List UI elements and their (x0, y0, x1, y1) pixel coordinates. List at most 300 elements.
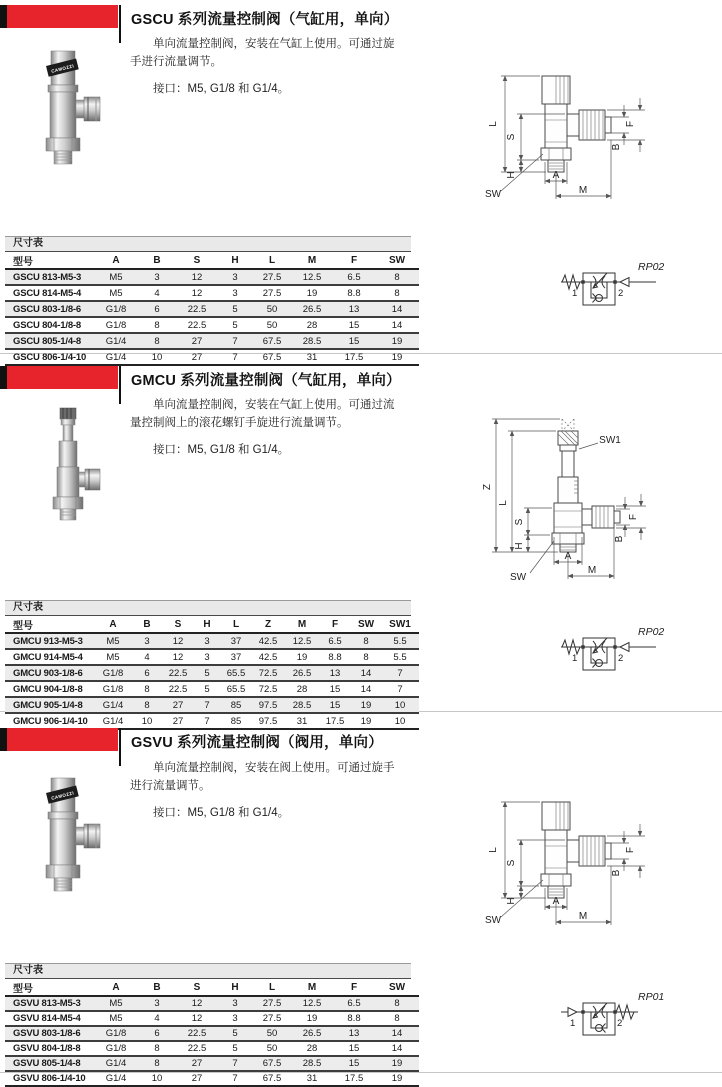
model-cell: GMCU 913-M5-3 (13, 635, 83, 647)
value-cell: 3 (232, 287, 238, 299)
column-header: S (163, 616, 193, 633)
dimension-table-host (5, 979, 411, 1087)
value-cell: 3 (232, 271, 238, 283)
value-cell: 5.5 (393, 635, 407, 647)
svg-text:SW1: SW1 (599, 435, 621, 446)
svg-text:B: B (614, 535, 625, 543)
column-header: SW (351, 616, 381, 633)
value-cell: 22.5 (187, 1043, 207, 1054)
table-row (5, 349, 419, 365)
column-header: L (253, 979, 291, 996)
value-cell: 97.5 (258, 699, 278, 711)
dimension-drawing-gscu (483, 62, 648, 207)
column-header: H (193, 616, 221, 633)
value-cell: 85 (230, 715, 242, 727)
section-title-gmcu: GMCU 系列流量控制阀（气缸用，单向） (131, 373, 401, 389)
value-cell: 3 (204, 651, 210, 663)
svg-text:Z: Z (482, 483, 493, 491)
value-cell: 12 (191, 287, 203, 299)
table-row (5, 1026, 419, 1041)
value-cell: 12.5 (302, 998, 322, 1009)
svg-text:M: M (578, 911, 588, 922)
value-cell: 6 (154, 303, 160, 315)
ports-line: 接口：M5, G1/8 和 G1/4。 (153, 83, 290, 95)
value-cell: 6.5 (328, 635, 342, 647)
value-cell: 17.5 (325, 715, 345, 727)
header-divider-line (119, 366, 121, 404)
value-cell: 12.5 (292, 635, 312, 647)
value-cell: 14 (391, 1043, 403, 1054)
column-header: S (177, 979, 217, 996)
value-cell: G1/8 (105, 303, 127, 315)
value-cell: 65.5 (226, 683, 246, 695)
header-accent-red (7, 5, 118, 28)
header-divider-line (119, 5, 121, 43)
svg-text:1: 1 (572, 653, 578, 664)
table-row (5, 269, 419, 285)
value-cell: 19 (391, 335, 403, 347)
value-cell: M5 (109, 287, 123, 299)
section-description: 单向流量控制阀，安装在气缸上使用。可通过流量控制阀上的滚花螺钉手旋进行流量调节。 (130, 399, 395, 429)
value-cell: 28 (296, 683, 308, 695)
table-row (5, 1041, 419, 1056)
table-row (5, 285, 419, 301)
value-cell: 7 (204, 699, 210, 711)
value-cell: 8 (144, 683, 150, 695)
svg-text:F: F (628, 513, 639, 521)
value-cell: 22.5 (187, 319, 207, 331)
ports-line: 接口：M5, G1/8 和 G1/4。 (153, 444, 290, 456)
pneumatic-symbol-rp02 (558, 255, 703, 315)
value-cell: 37 (230, 635, 242, 647)
value-cell: 3 (154, 998, 160, 1009)
value-cell: 50 (266, 1043, 278, 1054)
pneumatic-symbol-rp02 (558, 620, 703, 680)
product-photo-gmcu (32, 406, 107, 526)
svg-text:S: S (514, 518, 525, 526)
pneumatic-symbol-rp01 (558, 985, 703, 1045)
value-cell: 8 (154, 1058, 160, 1069)
column-header: 型号 (5, 252, 95, 269)
value-cell: 22.5 (168, 667, 188, 679)
table-row (5, 333, 419, 349)
value-cell: M5 (109, 271, 123, 283)
value-cell: 19 (360, 715, 372, 727)
value-cell: 4 (154, 1013, 160, 1024)
value-cell: 27 (191, 335, 203, 347)
value-cell: 5 (232, 319, 238, 331)
value-cell: 27.5 (262, 998, 282, 1009)
value-cell: 8 (154, 335, 160, 347)
value-cell: 12 (191, 998, 203, 1009)
value-cell: M5 (106, 635, 120, 647)
table-caption: 尺寸表 (5, 963, 411, 979)
table-row (5, 1056, 419, 1071)
column-header: A (95, 252, 137, 269)
svg-text:L: L (488, 121, 499, 127)
value-cell: 7 (232, 351, 238, 363)
value-cell: 28 (306, 1043, 318, 1054)
value-cell: 5 (204, 683, 210, 695)
value-cell: 22.5 (187, 303, 207, 315)
svg-text:1: 1 (572, 288, 578, 299)
svg-text:S: S (506, 133, 517, 141)
value-cell: G1/8 (105, 319, 127, 331)
svg-text:SW: SW (484, 915, 502, 926)
table-row (5, 713, 419, 729)
svg-text:A: A (552, 170, 560, 181)
valve-outline (541, 802, 611, 898)
value-cell: 3 (144, 635, 150, 647)
column-header: SW (375, 252, 419, 269)
column-header: 型号 (5, 979, 95, 996)
value-cell: 19 (391, 351, 403, 363)
value-cell: 27.5 (262, 271, 282, 283)
value-cell: 5 (204, 667, 210, 679)
value-cell: 8 (363, 635, 369, 647)
table-row (5, 1071, 419, 1086)
model-cell: GSVU 806-1/4-10 (13, 1073, 86, 1084)
column-header: M (291, 252, 333, 269)
value-cell: 28.5 (292, 699, 312, 711)
value-cell: 19 (306, 287, 318, 299)
column-header: L (253, 252, 291, 269)
table-row (5, 649, 419, 665)
value-cell: 15 (348, 1058, 360, 1069)
value-cell: 19 (391, 1058, 403, 1069)
value-cell: 50 (266, 1028, 278, 1039)
value-cell: 10 (151, 351, 163, 363)
check-valve-glyph (620, 278, 629, 287)
header-divider-line (119, 728, 121, 766)
value-cell: 12 (172, 651, 184, 663)
value-cell: 8 (154, 1043, 160, 1054)
check-valve-glyph (568, 1008, 577, 1017)
model-cell: GMCU 904-1/8-8 (13, 683, 83, 695)
value-cell: 31 (296, 715, 308, 727)
value-cell: 17.5 (344, 1073, 364, 1084)
svg-text:CAMOZZI: CAMOZZI (50, 790, 75, 801)
svg-text:F: F (625, 120, 636, 128)
value-cell: 6.5 (347, 998, 361, 1009)
value-cell: 72.5 (258, 683, 278, 695)
section-description: 单向流量控制阀，安装在气缸上使用。可通过旋手进行流量调节。 (130, 38, 395, 68)
screw-travel-dashes (562, 419, 574, 431)
value-cell: 50 (266, 303, 278, 315)
column-header: F (333, 979, 375, 996)
value-cell: 50 (266, 319, 278, 331)
table-row (5, 633, 419, 649)
value-cell: 7 (204, 715, 210, 727)
model-cell: GSVU 804-1/8-8 (13, 1043, 81, 1054)
svg-text:SW: SW (509, 572, 527, 583)
table-header-row (5, 979, 419, 996)
value-cell: 5 (232, 303, 238, 315)
table-row (5, 317, 419, 333)
valve-outline (541, 76, 611, 172)
model-cell: GSCU 806-1/4-10 (13, 351, 87, 363)
product-photo-gsvu (27, 775, 107, 905)
value-cell: 42.5 (258, 635, 278, 647)
value-cell: 15 (348, 335, 360, 347)
value-cell: 8.8 (328, 651, 342, 663)
model-cell: GSVU 805-1/4-8 (13, 1058, 81, 1069)
value-cell: 10 (141, 715, 153, 727)
dimension-lines (501, 802, 645, 925)
column-header: A (95, 616, 131, 633)
value-cell: 10 (151, 1073, 163, 1084)
table-row (5, 681, 419, 697)
value-cell: 28.5 (302, 1058, 322, 1069)
value-cell: 26.5 (302, 1028, 322, 1039)
value-cell: 7 (397, 683, 403, 695)
value-cell: 13 (348, 1028, 360, 1039)
product-photo-gscu (27, 48, 107, 178)
column-header: F (319, 616, 351, 633)
ports-line: 接口：M5, G1/8 和 G1/4。 (153, 807, 290, 819)
model-cell: GSVU 814-M5-4 (13, 1013, 81, 1024)
value-cell: 8 (363, 651, 369, 663)
dimension-table-block-gsvu (5, 963, 411, 1087)
value-cell: 5 (232, 1028, 238, 1039)
dimension-table-host (5, 252, 411, 366)
section-title-gscu: GSCU 系列流量控制阀（气缸用，单向） (131, 12, 399, 28)
column-header: B (131, 616, 163, 633)
dimension-lines (501, 76, 645, 199)
value-cell: 27.5 (262, 287, 282, 299)
value-cell: 6 (144, 667, 150, 679)
svg-text:S: S (506, 859, 517, 867)
value-cell: 8 (154, 319, 160, 331)
table-caption: 尺寸表 (5, 600, 411, 616)
value-cell: 8.8 (347, 287, 361, 299)
value-cell: 3 (232, 998, 238, 1009)
header-accent-black (0, 366, 7, 389)
value-cell: M5 (109, 998, 123, 1009)
table-row (5, 697, 419, 713)
model-cell: GSCU 804-1/8-8 (13, 319, 81, 331)
value-cell: G1/4 (105, 1073, 127, 1084)
svg-text:CAMOZZI: CAMOZZI (50, 63, 75, 74)
dimension-table-host (5, 616, 411, 730)
model-cell: GSCU 805-1/4-8 (13, 335, 81, 347)
svg-text:M: M (587, 565, 597, 576)
svg-text:M: M (578, 185, 588, 196)
value-cell: 27 (172, 699, 184, 711)
value-cell: 67.5 (262, 351, 282, 363)
column-header: M (285, 616, 319, 633)
model-cell: GMCU 905-1/4-8 (13, 699, 83, 711)
svg-text:H: H (506, 897, 517, 905)
value-cell: M5 (106, 651, 120, 663)
column-header: A (95, 979, 137, 996)
model-cell: GMCU 903-1/8-6 (13, 667, 83, 679)
model-cell: GSVU 813-M5-3 (13, 998, 81, 1009)
dimension-table (5, 616, 419, 730)
svg-text:B: B (611, 869, 622, 877)
value-cell: 5.5 (393, 651, 407, 663)
table-caption: 尺寸表 (5, 236, 411, 252)
value-cell: 8 (144, 699, 150, 711)
value-cell: 17.5 (344, 351, 364, 363)
value-cell: 14 (391, 1028, 403, 1039)
value-cell: 27 (172, 715, 184, 727)
section-title-gsvu: GSVU 系列流量控制阀（阀用，单向） (131, 735, 383, 751)
value-cell: 27 (191, 1073, 203, 1084)
column-header: B (137, 252, 177, 269)
value-cell: 4 (154, 287, 160, 299)
section-description: 单向流量控制阀，安装在阀上使用。可通过旋手进行流量调节。 (130, 762, 395, 792)
value-cell: 42.5 (258, 651, 278, 663)
value-cell: 72.5 (258, 667, 278, 679)
column-header: H (217, 979, 253, 996)
table-row (5, 665, 419, 681)
value-cell: 8.8 (347, 1013, 361, 1024)
svg-text:F: F (625, 846, 636, 854)
dimension-drawing-gmcu (480, 415, 650, 587)
value-cell: M5 (109, 1013, 123, 1024)
dimension-table (5, 252, 419, 366)
table-header-row (5, 616, 419, 633)
model-cell: GSCU 813-M5-3 (13, 271, 82, 283)
value-cell: 6 (154, 1028, 160, 1039)
value-cell: 7 (232, 335, 238, 347)
column-header: L (221, 616, 251, 633)
value-cell: 26.5 (302, 303, 322, 315)
column-header: SW (375, 979, 419, 996)
table-row (5, 1011, 419, 1026)
svg-text:RP02: RP02 (638, 626, 665, 638)
column-header: F (333, 252, 375, 269)
column-header: Z (251, 616, 285, 633)
svg-text:L: L (498, 500, 509, 506)
value-cell: 7 (232, 1058, 238, 1069)
value-cell: 6.5 (347, 271, 361, 283)
value-cell: 19 (306, 1013, 318, 1024)
header-accent-red (7, 366, 118, 389)
value-cell: 15 (329, 683, 341, 695)
value-cell: 8 (394, 998, 400, 1009)
value-cell: 97.5 (258, 715, 278, 727)
column-header: H (217, 252, 253, 269)
value-cell: 13 (348, 303, 360, 315)
value-cell: G1/8 (102, 683, 124, 695)
value-cell: 67.5 (262, 1073, 282, 1084)
value-cell: 8 (394, 287, 400, 299)
value-cell: 19 (391, 1073, 403, 1084)
value-cell: 27.5 (262, 1013, 282, 1024)
header-accent-red (7, 728, 118, 751)
value-cell: 7 (397, 667, 403, 679)
value-cell: 85 (230, 699, 242, 711)
value-cell: 3 (154, 271, 160, 283)
value-cell: 27 (191, 351, 203, 363)
value-cell: 14 (391, 303, 403, 315)
column-header: M (291, 979, 333, 996)
table-row (5, 996, 419, 1011)
value-cell: 8 (394, 271, 400, 283)
model-cell: GSCU 803-1/8-6 (13, 303, 81, 315)
value-cell: G1/4 (102, 699, 124, 711)
value-cell: 26.5 (292, 667, 312, 679)
value-cell: 12 (191, 1013, 203, 1024)
value-cell: 15 (348, 1043, 360, 1054)
value-cell: 3 (232, 1013, 238, 1024)
value-cell: 12.5 (302, 271, 322, 283)
value-cell: 31 (306, 1073, 318, 1084)
value-cell: 3 (204, 635, 210, 647)
value-cell: 67.5 (262, 1058, 282, 1069)
svg-text:SW: SW (484, 189, 502, 200)
table-row (5, 301, 419, 317)
value-cell: 4 (144, 651, 150, 663)
dimension-table (5, 979, 419, 1087)
value-cell: 27 (191, 1058, 203, 1069)
value-cell: 37 (230, 651, 242, 663)
svg-text:2: 2 (617, 1018, 623, 1029)
value-cell: G1/8 (105, 1043, 127, 1054)
header-accent-black (0, 5, 7, 28)
value-cell: 15 (348, 319, 360, 331)
value-cell: 12 (191, 271, 203, 283)
value-cell: 10 (394, 715, 406, 727)
model-cell: GSCU 814-M5-4 (13, 287, 82, 299)
svg-text:RP02: RP02 (638, 261, 665, 273)
value-cell: 7 (232, 1073, 238, 1084)
svg-text:A: A (564, 551, 572, 562)
value-cell: 65.5 (226, 667, 246, 679)
value-cell: 22.5 (187, 1028, 207, 1039)
value-cell: 13 (329, 667, 341, 679)
value-cell: G1/4 (105, 1058, 127, 1069)
value-cell: 22.5 (168, 683, 188, 695)
value-cell: G1/4 (105, 351, 127, 363)
value-cell: 8 (394, 1013, 400, 1024)
header-accent-black (0, 728, 7, 751)
value-cell: 14 (360, 667, 372, 679)
value-cell: G1/8 (105, 1028, 127, 1039)
svg-text:L: L (488, 847, 499, 853)
column-header: S (177, 252, 217, 269)
model-cell: GMCU 914-M5-4 (13, 651, 83, 663)
value-cell: G1/4 (102, 715, 124, 727)
svg-text:2: 2 (618, 653, 624, 664)
svg-text:RP01: RP01 (638, 991, 665, 1003)
value-cell: G1/4 (105, 335, 127, 347)
value-cell: 14 (360, 683, 372, 695)
column-header: 型号 (5, 616, 95, 633)
svg-text:A: A (552, 896, 560, 907)
value-cell: 5 (232, 1043, 238, 1054)
column-header: SW1 (381, 616, 419, 633)
value-cell: 28.5 (302, 335, 322, 347)
dimension-drawing-gsvu (483, 788, 648, 933)
svg-text:H: H (514, 542, 525, 550)
value-cell: 19 (360, 699, 372, 711)
value-cell: 14 (391, 319, 403, 331)
model-cell: GMCU 906-1/4-10 (13, 715, 88, 727)
svg-text:1: 1 (570, 1018, 576, 1029)
value-cell: 15 (329, 699, 341, 711)
model-cell: GSVU 803-1/8-6 (13, 1028, 81, 1039)
table-header-row (5, 252, 419, 269)
value-cell: 12 (172, 635, 184, 647)
value-cell: 67.5 (262, 335, 282, 347)
value-cell: 28 (306, 319, 318, 331)
value-cell: 31 (306, 351, 318, 363)
svg-text:B: B (611, 143, 622, 151)
valve-outline (552, 431, 620, 552)
